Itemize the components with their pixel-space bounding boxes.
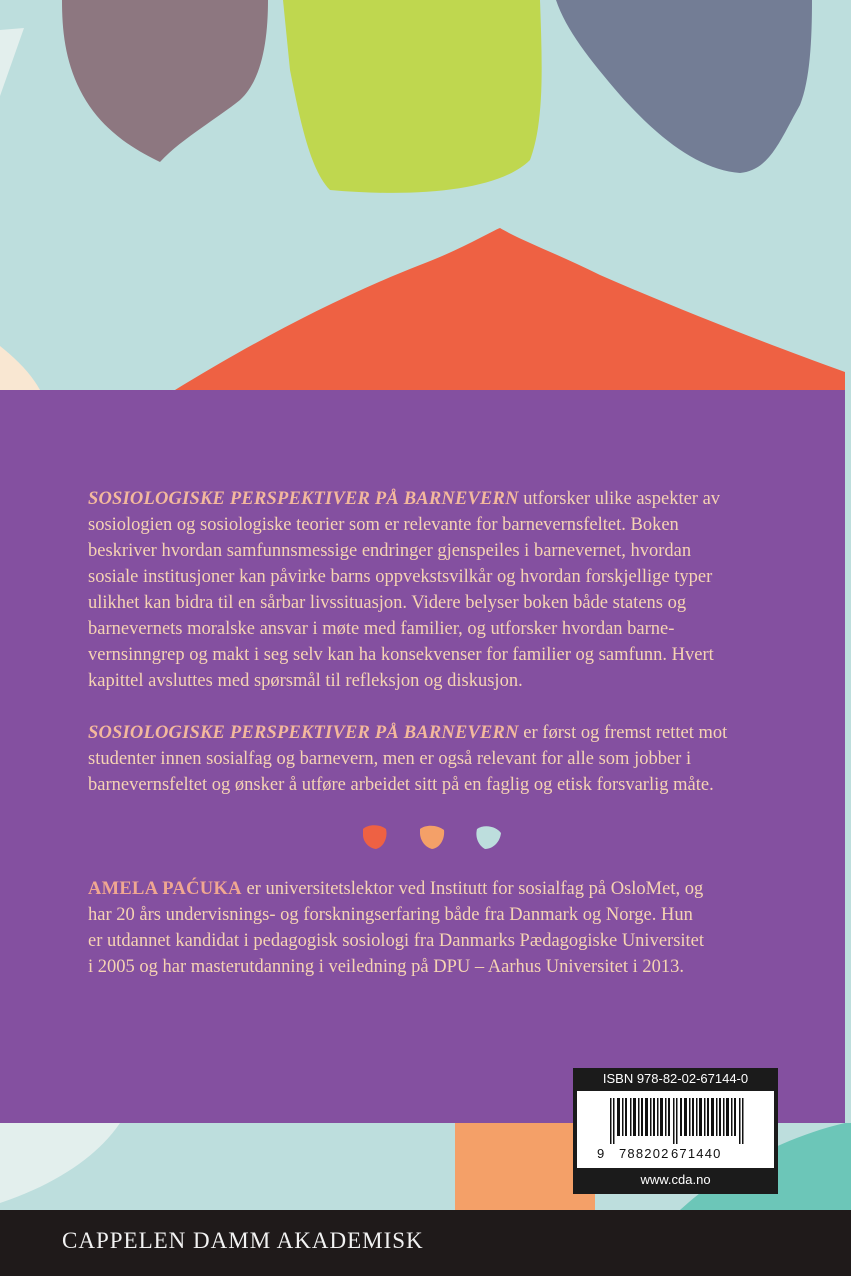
description-line: sosiologien og sosiologiske teorier som er relevante for barnevernsfeltet. Boken (88, 515, 679, 535)
description-line: beskriver hvordan samfunnsmessige endringer gjenspeiles i barnevernet, hvordan (88, 541, 692, 561)
audience-line: er først og fremst rettet mot (518, 723, 728, 743)
barcode-digit-group-1: 788202 (619, 1146, 670, 1161)
author-bio-line: har 20 års undervisnings- og forskningserfaring både fra Danmark og Norge. Hun (88, 905, 693, 925)
publisher-website: www.cda.no (640, 1172, 711, 1187)
isbn-label: ISBN 978-82-02-67144-0 (602, 1071, 749, 1086)
author-bio-line: i 2005 og har masterutdanning i veiledning på DPU – Aarhus Universitet i 2013. (88, 957, 685, 977)
description-line: utforsker ulike aspekter av (518, 489, 721, 509)
book-title: SOSIOLOGISKE PERSPEKTIVER PÅ BARNEVERN (88, 489, 519, 509)
author-bio-line: er utdannet kandidat i pedagogisk sosiologi fra Danmarks Pædagogiske Universitet (88, 931, 705, 951)
cover-artwork-top (0, 0, 851, 390)
publisher-logo: CAPPELEN DAMM AKADEMISK (62, 1228, 424, 1253)
decorative-dots (360, 823, 510, 853)
description-line: vernsinngrep og makt i seg selv kan ha konsekvenser for familier og samfunn. Hvert (88, 645, 714, 665)
audience-paragraph (88, 720, 788, 798)
author-bio-line: er universitetslektor ved Institutt for sosialfag på OsloMet, og (241, 879, 704, 899)
barcode-bars (610, 1098, 745, 1144)
book-title: SOSIOLOGISKE PERSPEKTIVER PÅ BARNEVERN (88, 723, 519, 743)
audience-line: barnevernsfeltet og ønsker å utføre arbeidet sitt på en faglig og etisk forsvarlig måte. (88, 775, 714, 795)
description-line: sosiale institusjoner kan påvirke barns oppvekstsvilkår og hvordan forskjellige typer (88, 567, 713, 587)
author-bio (88, 876, 788, 980)
description-line: ulikhet kan bidra til en sårbar livssituasjon. Videre belyser boken både statens og (88, 593, 687, 613)
audience-line: studenter innen sosialfag og barnevern, men er også relevant for alle som jobber i (88, 749, 692, 769)
description-line: kapittel avsluttes med spørsmål til refleksjon og diskusjon. (88, 671, 523, 691)
barcode-digit-first: 9 (597, 1146, 606, 1161)
barcode-digit-group-2: 671440 (671, 1146, 722, 1161)
author-name: AMELA PAĆUKA (88, 879, 242, 899)
description-line: barnevernets moralske ansvar i møte med familier, og utforsker hvordan barne- (88, 619, 675, 639)
book-description (88, 486, 788, 694)
